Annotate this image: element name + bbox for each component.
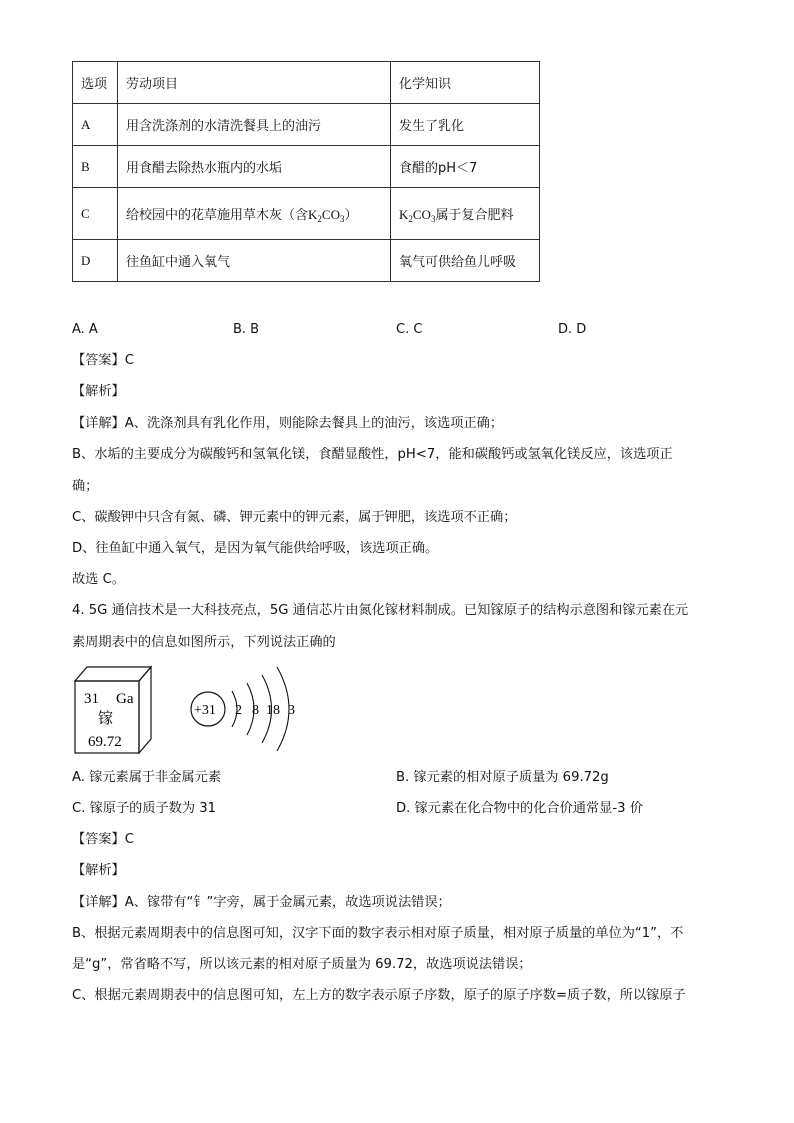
- formula-co: CO: [321, 206, 340, 222]
- table-header-row: [73, 62, 540, 104]
- q3-detail-c: C、碳酸钾中只含有氮、磷、钾元素中的钾元素，属于钾肥，该选项不正确；: [72, 510, 517, 525]
- row-knowledge: [391, 188, 540, 240]
- task-text-end: ）: [344, 207, 358, 223]
- q3-detail-d: D、往鱼缸中通入氧气，是因为氧气能供给呼吸，该选项正确。: [72, 541, 439, 556]
- row-knowledge: 发生了乳化: [391, 104, 540, 146]
- shell-electrons-1: 2: [235, 703, 242, 718]
- q4-detail-c1: C、根据元素周期表中的信息图可知，左上方的数字表示原子序数，原子的原子序数=质子数，所以镓原子: [72, 988, 686, 1003]
- answer-tag: 【答案】: [72, 832, 125, 847]
- formula-k: K: [308, 206, 318, 222]
- element-card: [75, 667, 151, 753]
- table-row: [73, 240, 540, 282]
- header-option: 选项: [73, 62, 118, 104]
- row-knowledge: 氧气可供给鱼儿呼吸: [391, 240, 540, 282]
- cube-top-face: [75, 667, 151, 681]
- q4-option-c: C. 镓原子的质子数为 31: [72, 801, 217, 816]
- element-number: 31: [84, 691, 99, 707]
- cube-side-face: [139, 667, 151, 753]
- shell-electrons-3: 18: [266, 703, 280, 718]
- q4-option-b: B. 镓元素的相对原子质量为 69.72g: [396, 770, 609, 785]
- q4-stem-line1: 4. 5G 通信技术是一大科技亮点，5G 通信芯片由氮化镓材料制成。已知镓原子的结构示意图和镓元素在元: [72, 603, 689, 618]
- task-text: 给校园中的花草施用草木灰（含: [126, 207, 309, 223]
- formula-sub: 3: [430, 213, 436, 224]
- row-option: A: [73, 104, 118, 146]
- q4-answer-line: [72, 831, 134, 849]
- row-option: D: [73, 240, 118, 282]
- q3-analysis-tag: 【解析】: [72, 384, 125, 399]
- q3-options: [72, 322, 732, 340]
- q4-detail-b2: 是“g”，常省略不写，所以该元素的相对原子质量为 69.72，故选项说法错误；: [72, 957, 532, 972]
- element-mass: 69.72: [88, 734, 122, 750]
- shell-electrons-4: 3: [288, 703, 295, 718]
- question-table: [72, 61, 540, 282]
- answer-value: C: [124, 353, 134, 368]
- row-task: [118, 188, 391, 240]
- detail-text: A、镓带有“钅”字旁，属于金属元素，故选项说法错误；: [124, 895, 451, 910]
- atom-diagram: [191, 667, 295, 751]
- detail-tag: 【详解】: [72, 895, 125, 910]
- row-option: C: [73, 188, 118, 240]
- knowledge-text: 属于复合肥料: [435, 207, 514, 223]
- q4-stem-line2: 素周期表中的信息如图所示，下列说法正确的: [72, 635, 336, 650]
- header-knowledge: 化学知识: [391, 62, 540, 104]
- formula-sub: 2: [317, 213, 322, 224]
- q4-option-d: D. 镓元素在化合物中的化合价通常显-3 价: [396, 801, 643, 816]
- header-task: 劳动项目: [118, 62, 391, 104]
- formula-sub: 3: [339, 213, 345, 224]
- formula-sub: 2: [408, 213, 413, 224]
- q3-detail-a: [72, 415, 503, 433]
- detail-text: A、洗涤剂具有乳化作用，则能除去餐具上的油污，该选项正确；: [124, 416, 504, 431]
- q3-option-b: B. B: [233, 322, 260, 337]
- element-symbol: Ga: [116, 691, 134, 707]
- row-task: 用食醋去除热水瓶内的水垢: [118, 146, 391, 188]
- row-task: 往鱼缸中通入氧气: [118, 240, 391, 282]
- shell-electrons-2: 8: [252, 703, 259, 718]
- gallium-figure-svg: [72, 661, 312, 761]
- row-knowledge: 食醋的pH＜7: [391, 146, 540, 188]
- detail-tag: 【详解】: [72, 416, 125, 431]
- table-row: [73, 188, 540, 240]
- q4-analysis-tag: 【解析】: [72, 863, 125, 878]
- gallium-figure: [72, 661, 312, 761]
- q4-option-a: A. 镓元素属于非金属元素: [72, 770, 222, 785]
- q3-detail-b1: B、水垢的主要成分为碳酸钙和氢氧化镁，食醋显酸性，pH<7，能和碳酸钙或氢氧化镁反应，该选项正: [72, 447, 673, 462]
- row-option: B: [73, 146, 118, 188]
- formula-co: CO: [412, 206, 431, 222]
- q3-option-d: D. D: [558, 322, 587, 337]
- q3-answer-line: [72, 352, 134, 370]
- element-name: 镓: [98, 709, 114, 727]
- q3-detail-b2: 确；: [72, 479, 99, 494]
- formula-k: K: [399, 206, 409, 222]
- q3-option-c: C. C: [396, 322, 423, 337]
- table-row: [73, 104, 540, 146]
- q3-option-a: A. A: [72, 322, 98, 337]
- q4-detail-b1: B、根据元素周期表中的信息图可知，汉字下面的数字表示相对原子质量，相对原子质量的单位为“1”，不: [72, 926, 684, 941]
- row-task: 用含洗涤剂的水清洗餐具上的油污: [118, 104, 391, 146]
- nucleus-charge: +31: [194, 703, 216, 718]
- q3-conclusion: 故选 C。: [72, 572, 125, 587]
- answer-value: C: [124, 832, 134, 847]
- q4-detail-a: [72, 894, 451, 912]
- table-row: [73, 146, 540, 188]
- answer-tag: 【答案】: [72, 353, 125, 368]
